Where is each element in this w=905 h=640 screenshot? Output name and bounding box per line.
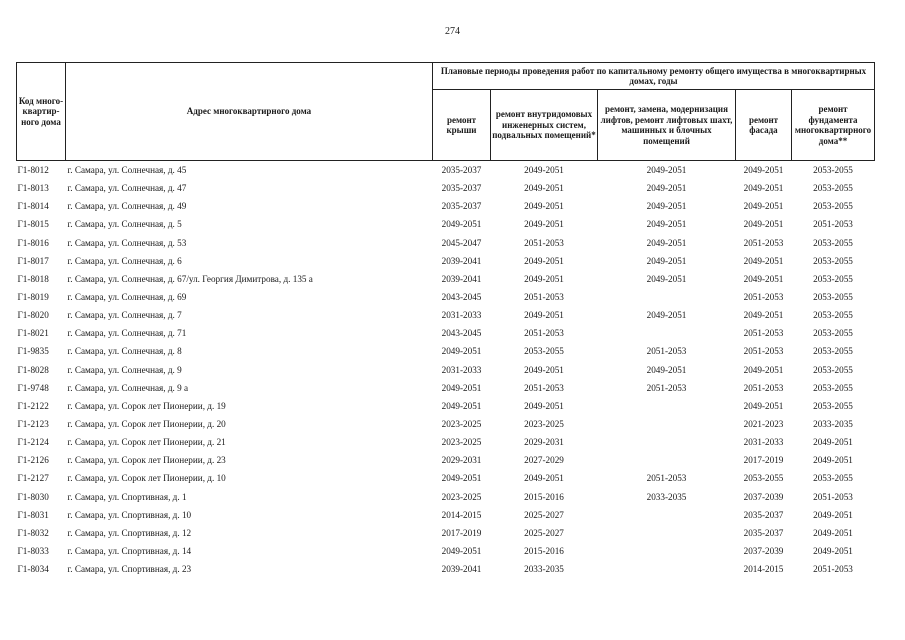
roof-period-cell: 2031-2033 (441, 310, 482, 321)
code-cell: Г1-8012 (17, 161, 66, 180)
lifts-period-cell: 2049-2051 (646, 255, 687, 266)
lifts-period-cell: 2051-2053 (646, 473, 687, 484)
table-row (17, 306, 875, 324)
engineering-period-cell: 2025-2027 (524, 527, 564, 538)
lifts-period-cell: 2049-2051 (646, 219, 687, 230)
header-address: Адрес многоквартирного дома (66, 63, 433, 161)
lifts-period-cell (598, 560, 736, 578)
engineering-period-cell: 2015-2016 (524, 546, 564, 557)
code-cell: Г1-8028 (17, 364, 49, 375)
lifts-period-cell (598, 288, 736, 306)
code-cell: Г1-8014 (17, 201, 49, 212)
lifts-period-cell (598, 397, 736, 415)
engineering-period-cell: 2051-2053 (524, 292, 564, 303)
roof-period-cell: 2023-2025 (441, 437, 482, 448)
roof-period-cell: 2035-2037 (441, 183, 482, 194)
address-cell: г. Самара, ул. Солнечная, д. 71 (67, 328, 187, 339)
header-foundation: ремонт фундамента многоквартирного дома** (792, 90, 875, 161)
foundation-period-cell: 2033-2035 (813, 419, 853, 430)
lifts-period-cell (598, 415, 736, 433)
lifts-period-cell: 2051-2053 (646, 346, 687, 357)
foundation-period-cell: 2053-2055 (813, 201, 853, 212)
address-cell: г. Самара, ул. Солнечная, д. 5 (67, 219, 182, 230)
address-cell: г. Самара, ул. Спортивная, д. 14 (67, 546, 192, 557)
address-cell: г. Самара, ул. Солнечная, д. 49 (67, 201, 187, 212)
roof-period-cell: 2049-2051 (441, 382, 482, 393)
table-row (17, 488, 875, 506)
table-row (17, 451, 875, 469)
address-cell: г. Самара, ул. Сорок лет Пионерии, д. 19 (67, 400, 226, 411)
foundation-period-cell: 2053-2055 (813, 310, 853, 321)
address-cell: г. Самара, ул. Солнечная, д. 7 (67, 310, 182, 321)
roof-period-cell: 2023-2025 (441, 419, 482, 430)
address-cell: г. Самара, ул. Солнечная, д. 9 а (67, 382, 189, 393)
lifts-period-cell (598, 506, 736, 524)
facade-period-cell: 2031-2033 (743, 437, 784, 448)
table-row (17, 197, 875, 215)
address-cell: г. Самара, ул. Сорок лет Пионерии, д. 20 (67, 419, 226, 430)
engineering-period-cell: 2051-2053 (524, 382, 564, 393)
facade-period-cell: 2017-2019 (743, 455, 784, 466)
facade-period-cell: 2053-2055 (743, 473, 784, 484)
roof-period-cell: 2031-2033 (441, 364, 482, 375)
address-cell: г. Самара, ул. Солнечная, д. 53 (67, 237, 187, 248)
code-cell: Г1-2122 (17, 400, 49, 411)
code-cell: Г1-9835 (17, 346, 49, 357)
engineering-period-cell: 2049-2051 (524, 255, 564, 266)
code-cell: Г1-8033 (17, 546, 49, 557)
address-cell: г. Самара, ул. Спортивная, д. 12 (67, 527, 192, 538)
lifts-period-cell: 2049-2051 (646, 364, 687, 375)
facade-period-cell: 2051-2053 (743, 237, 784, 248)
table-row (17, 361, 875, 379)
foundation-period-cell: 2053-2055 (813, 237, 853, 248)
foundation-period-cell: 2049-2051 (813, 546, 853, 557)
facade-period-cell: 2049-2051 (743, 255, 784, 266)
facade-period-cell: 2021-2023 (743, 419, 784, 430)
engineering-period-cell: 2049-2051 (524, 183, 564, 194)
engineering-period-cell: 2049-2051 (524, 310, 564, 321)
engineering-period-cell: 2051-2053 (524, 328, 564, 339)
facade-period-cell: 2049-2051 (743, 219, 784, 230)
engineering-period-cell: 2025-2027 (524, 509, 564, 520)
lifts-period-cell: 2049-2051 (598, 161, 736, 180)
roof-period-cell: 2017-2019 (441, 527, 482, 538)
lifts-period-cell: 2033-2035 (646, 491, 687, 502)
header-periods-title: Плановые периоды проведения работ по капитальному ремонту общего имущества в многоквартирных домах, годы (433, 63, 875, 90)
foundation-period-cell: 2053-2055 (813, 255, 853, 266)
roof-period-cell: 2039-2041 (441, 273, 482, 284)
table-row (17, 469, 875, 487)
page-number: 274 (445, 26, 460, 37)
foundation-period-cell: 2053-2055 (792, 161, 875, 180)
header-facade: ремонт фасада (736, 90, 792, 161)
foundation-period-cell: 2049-2051 (813, 455, 853, 466)
header-code: Код много-квартир-ного дома (17, 63, 66, 161)
code-cell: Г1-8032 (17, 527, 49, 538)
table-row (17, 542, 875, 560)
roof-period-cell: 2049-2051 (441, 219, 482, 230)
roof-period-cell: 2049-2051 (441, 546, 482, 557)
code-cell: Г1-8020 (17, 310, 49, 321)
lifts-period-cell: 2049-2051 (646, 237, 687, 248)
code-cell: Г1-8021 (17, 328, 49, 339)
code-cell: Г1-8034 (17, 564, 49, 575)
table-body (17, 161, 875, 579)
engineering-period-cell: 2049-2051 (524, 364, 564, 375)
engineering-period-cell: 2049-2051 (524, 400, 564, 411)
code-cell: Г1-8031 (17, 509, 49, 520)
lifts-period-cell (598, 324, 736, 342)
foundation-period-cell: 2053-2055 (813, 400, 853, 411)
table-row (17, 415, 875, 433)
address-cell: г. Самара, ул. Солнечная, д. 69 (67, 292, 187, 303)
facade-period-cell: 2049-2051 (743, 400, 784, 411)
roof-period-cell: 2023-2025 (441, 491, 482, 502)
code-cell: Г1-2127 (17, 473, 49, 484)
table-row (17, 524, 875, 542)
facade-period-cell: 2049-2051 (743, 273, 784, 284)
roof-period-cell: 2035-2037 (433, 161, 491, 180)
code-cell: Г1-8013 (17, 183, 49, 194)
table-row (17, 342, 875, 360)
engineering-period-cell: 2051-2053 (524, 237, 564, 248)
table-row (17, 179, 875, 197)
facade-period-cell: 2049-2051 (743, 183, 784, 194)
foundation-period-cell: 2053-2055 (813, 273, 853, 284)
code-cell: Г1-8015 (17, 219, 49, 230)
facade-period-cell: 2037-2039 (743, 491, 784, 502)
table-row (17, 324, 875, 342)
facade-period-cell: 2049-2051 (743, 310, 784, 321)
code-cell: Г1-2126 (17, 455, 49, 466)
foundation-period-cell: 2049-2051 (813, 509, 853, 520)
roof-period-cell: 2029-2031 (441, 455, 482, 466)
address-cell: г. Самара, ул. Солнечная, д. 67/ул. Георгия Димитрова, д. 135 а (67, 273, 313, 284)
lifts-period-cell (598, 542, 736, 560)
foundation-period-cell: 2053-2055 (813, 346, 853, 357)
engineering-period-cell: 2049-2051 (524, 219, 564, 230)
foundation-period-cell: 2053-2055 (813, 292, 853, 303)
code-cell: Г1-8016 (17, 237, 49, 248)
roof-period-cell: 2039-2041 (441, 564, 482, 575)
lifts-period-cell: 2049-2051 (646, 273, 687, 284)
table-row (17, 433, 875, 451)
address-cell: г. Самара, ул. Сорок лет Пионерии, д. 23 (67, 455, 226, 466)
foundation-period-cell: 2049-2051 (813, 527, 853, 538)
foundation-period-cell: 2053-2055 (813, 382, 853, 393)
header-roof: ремонт крыши (433, 90, 491, 161)
facade-period-cell: 2051-2053 (743, 292, 784, 303)
lifts-period-cell (598, 524, 736, 542)
facade-period-cell: 2049-2051 (736, 161, 792, 180)
roof-period-cell: 2043-2045 (441, 328, 482, 339)
code-cell: Г1-8019 (17, 292, 49, 303)
foundation-period-cell: 2053-2055 (813, 364, 853, 375)
code-cell: Г1-2123 (17, 419, 49, 430)
engineering-period-cell: 2053-2055 (524, 346, 564, 357)
roof-period-cell: 2039-2041 (441, 255, 482, 266)
code-cell: Г1-8017 (17, 255, 49, 266)
engineering-period-cell: 2027-2029 (524, 455, 564, 466)
engineering-period-cell: 2029-2031 (524, 437, 564, 448)
foundation-period-cell: 2053-2055 (813, 328, 853, 339)
facade-period-cell: 2051-2053 (743, 346, 784, 357)
table-row (17, 234, 875, 252)
capital-repair-schedule-table (16, 62, 875, 578)
lifts-period-cell (598, 451, 736, 469)
table-row (17, 379, 875, 397)
address-cell: г. Самара, ул. Солнечная, д. 45 (66, 161, 433, 180)
foundation-period-cell: 2053-2055 (813, 473, 853, 484)
engineering-period-cell: 2023-2025 (524, 419, 564, 430)
table-row (17, 506, 875, 524)
address-cell: г. Самара, ул. Спортивная, д. 1 (67, 491, 187, 502)
lifts-period-cell: 2049-2051 (646, 201, 687, 212)
facade-period-cell: 2051-2053 (743, 328, 784, 339)
engineering-period-cell: 2049-2051 (524, 201, 564, 212)
table-row (17, 560, 875, 578)
address-cell: г. Самара, ул. Солнечная, д. 9 (67, 364, 182, 375)
engineering-period-cell: 2049-2051 (524, 273, 564, 284)
code-cell: Г1-8030 (17, 491, 49, 502)
engineering-period-cell: 2033-2035 (524, 564, 564, 575)
address-cell: г. Самара, ул. Спортивная, д. 10 (67, 509, 192, 520)
address-cell: г. Самара, ул. Солнечная, д. 6 (67, 255, 182, 266)
code-cell: Г1-2124 (17, 437, 49, 448)
foundation-period-cell: 2053-2055 (813, 183, 853, 194)
address-cell: г. Самара, ул. Солнечная, д. 47 (67, 183, 187, 194)
facade-period-cell: 2014-2015 (743, 564, 784, 575)
engineering-period-cell: 2049-2051 (491, 161, 598, 180)
code-cell: Г1-8018 (17, 273, 49, 284)
facade-period-cell: 2051-2053 (743, 382, 784, 393)
foundation-period-cell: 2049-2051 (813, 437, 853, 448)
roof-period-cell: 2035-2037 (441, 201, 482, 212)
table-row (17, 161, 875, 180)
roof-period-cell: 2049-2051 (441, 400, 482, 411)
header-lifts: ремонт, замена, модернизация лифтов, ремонт лифтовых шахт, машинных и блочных помещений (598, 90, 736, 161)
address-cell: г. Самара, ул. Спортивная, д. 23 (67, 564, 192, 575)
facade-period-cell: 2035-2037 (743, 509, 784, 520)
foundation-period-cell: 2051-2053 (813, 491, 853, 502)
facade-period-cell: 2049-2051 (743, 201, 784, 212)
roof-period-cell: 2049-2051 (441, 473, 482, 484)
engineering-period-cell: 2049-2051 (524, 473, 564, 484)
roof-period-cell: 2043-2045 (441, 292, 482, 303)
address-cell: г. Самара, ул. Солнечная, д. 8 (67, 346, 182, 357)
lifts-period-cell: 2049-2051 (646, 183, 687, 194)
table-row (17, 397, 875, 415)
roof-period-cell: 2049-2051 (441, 346, 482, 357)
table-row (17, 252, 875, 270)
facade-period-cell: 2037-2039 (743, 546, 784, 557)
header-engineering: ремонт внутридомовых инженерных систем, подвальных помещений* (491, 90, 598, 161)
foundation-period-cell: 2051-2053 (813, 219, 853, 230)
facade-period-cell: 2049-2051 (743, 364, 784, 375)
table-row (17, 215, 875, 233)
lifts-period-cell (598, 433, 736, 451)
code-cell: Г1-9748 (17, 382, 49, 393)
foundation-period-cell: 2051-2053 (813, 564, 853, 575)
table-row (17, 270, 875, 288)
address-cell: г. Самара, ул. Сорок лет Пионерии, д. 21 (67, 437, 226, 448)
table-row (17, 288, 875, 306)
engineering-period-cell: 2015-2016 (524, 491, 564, 502)
lifts-period-cell: 2049-2051 (646, 310, 687, 321)
roof-period-cell: 2014-2015 (441, 509, 482, 520)
facade-period-cell: 2035-2037 (743, 527, 784, 538)
roof-period-cell: 2045-2047 (441, 237, 482, 248)
lifts-period-cell: 2051-2053 (646, 382, 687, 393)
address-cell: г. Самара, ул. Сорок лет Пионерии, д. 10 (67, 473, 226, 484)
